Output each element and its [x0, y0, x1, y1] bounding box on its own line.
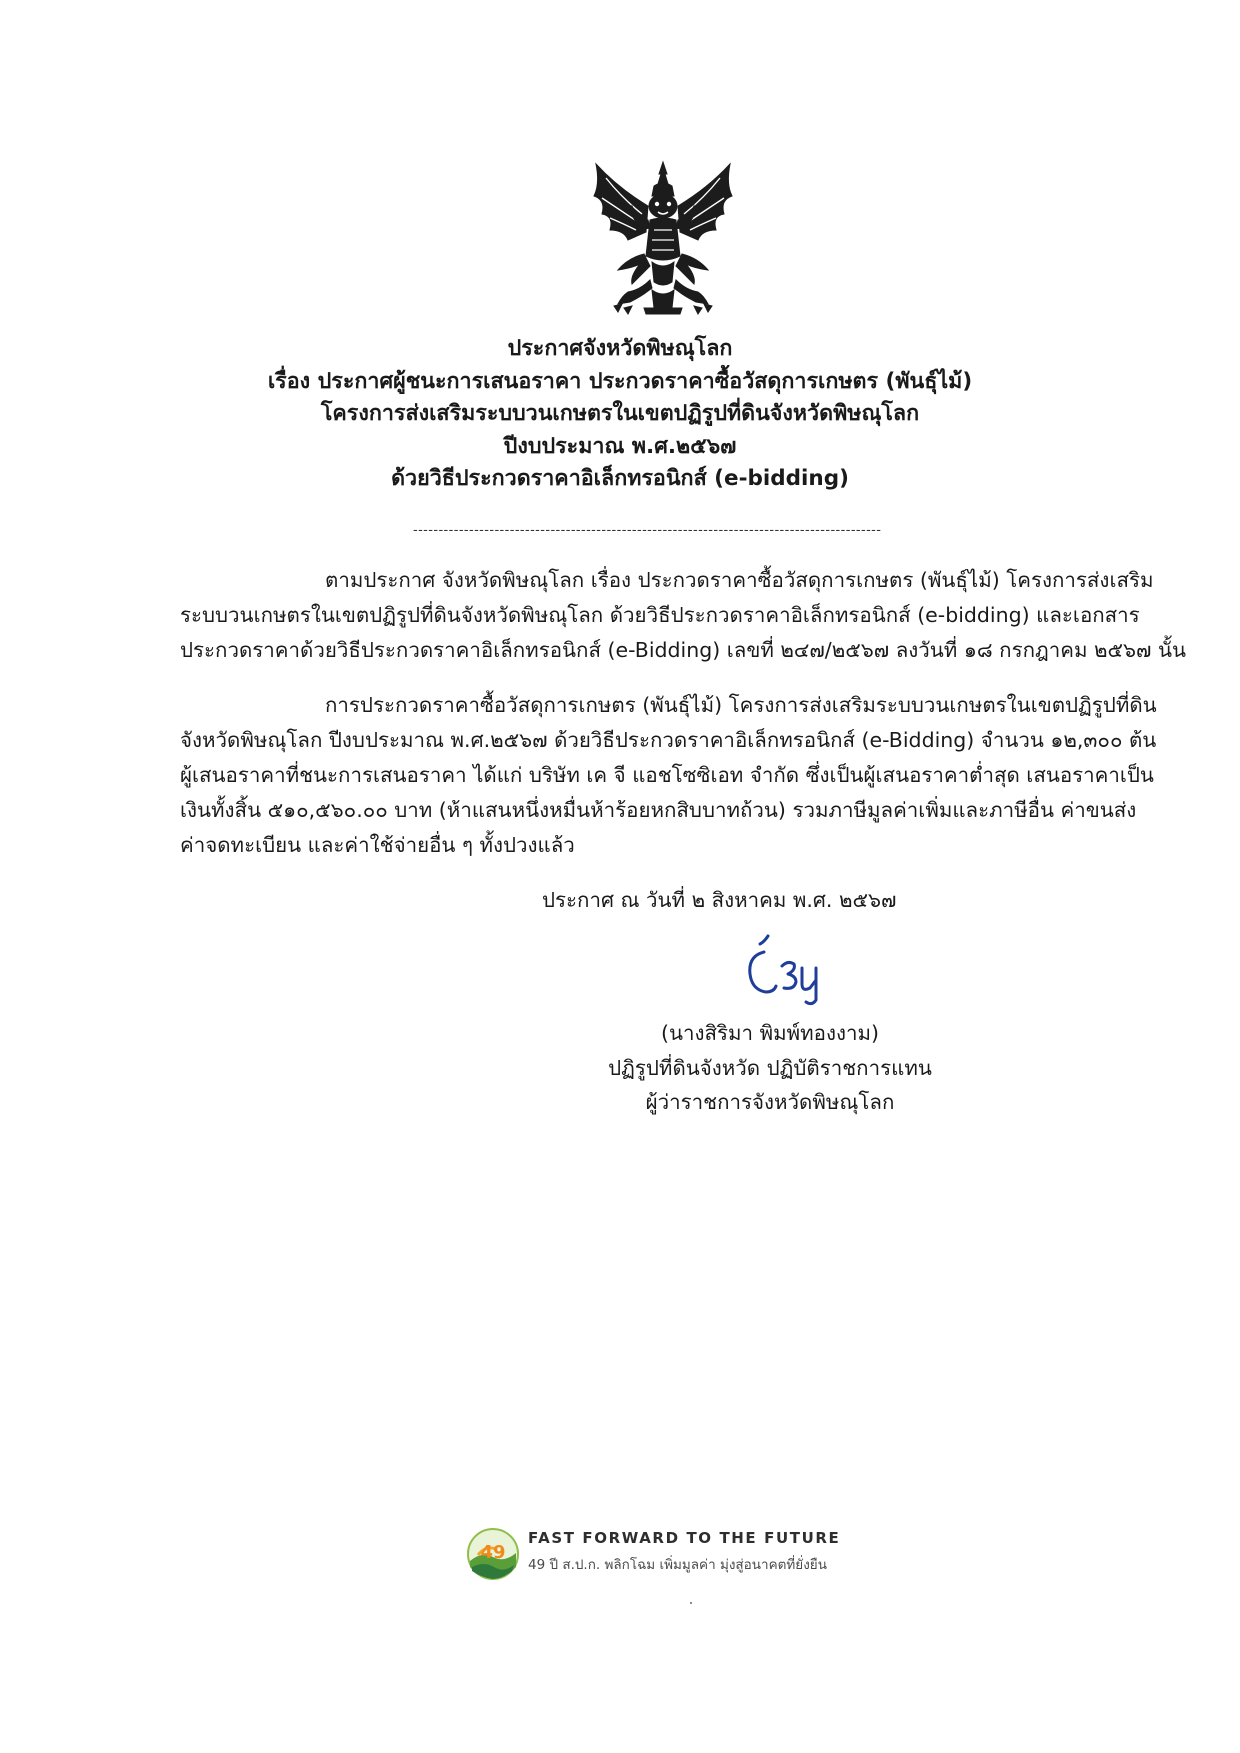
paragraph2-line1: การประกวดราคาซื้อวัสดุการเกษตร (พันธุ์ไม้) โครงการส่งเสริมระบบวนเกษตรในเขตปฏิรูปที่ดิน: [325, 693, 1157, 717]
paragraph1-line2: ระบบวนเกษตรในเขตปฏิรูปที่ดินจังหวัดพิษณุโลก ด้วยวิธีประกวดราคาอิเล็กทรอนิกส์ (e-bidding) และเอกสาร: [180, 603, 1140, 627]
signer-name: (นางสิริมา พิมพ์ทองงาม): [660, 1021, 879, 1045]
header-divider: --------------------------------------------------------------------------------------------: [413, 523, 882, 538]
announce-date: ประกาศ ณ วันที่ ๒ สิงหาคม พ.ศ. ๒๕๖๗: [542, 888, 897, 912]
paragraph2-line2: จังหวัดพิษณุโลก ปีงบประมาณ พ.ศ.๒๕๖๗ ด้วยวิธีประกวดราคาอิเล็กทรอนิกส์ (e-Bidding) จำนวน ๑๒,๓๐๐ ต้น: [180, 728, 1157, 752]
handwritten-signature-icon: [730, 930, 840, 1010]
svg-text:49: 49: [480, 1542, 506, 1563]
alro-49-anniversary-logo-icon: [466, 1527, 520, 1581]
header-fiscal-year: ปีงบประมาณ พ.ศ.๒๕๖๗: [503, 433, 737, 459]
footer-subtitle: 49 ปี ส.ป.ก. พลิกโฉม เพิ่มมูลค่า มุ่งสู่อนาคตที่ยั่งยืน: [528, 1557, 827, 1573]
header-method: ด้วยวิธีประกวดราคาอิเล็กทรอนิกส์ (e-bidding): [391, 466, 849, 491]
paragraph1-line1: ตามประกาศ จังหวัดพิษณุโลก เรื่อง ประกวดราคาซื้อวัสดุการเกษตร (พันธุ์ไม้) โครงการส่งเสริม: [325, 568, 1154, 592]
paragraph2-line3: ผู้เสนอราคาที่ชนะการเสนอราคา ได้แก่ บริษัท เค จี แอชโซซิเอท จำกัด ซึ่งเป็นผู้เสนอราคาต่ำสุด เสนอราคาเป็น: [180, 763, 1154, 787]
announcement-header: [140, 333, 1100, 496]
signature-block: [560, 1016, 980, 1120]
garuda-emblem-icon: [588, 158, 738, 316]
stray-mark: [690, 1602, 692, 1604]
paragraph1-line3: ประกวดราคาด้วยวิธีประกวดราคาอิเล็กทรอนิกส์ (e-Bidding) เลขที่ ๒๔๗/๒๕๖๗ ลงวันที่ ๑๘ กรกฎาคม ๒๕๖๗ นั้น: [180, 638, 1187, 662]
paragraph2-line4: เงินทั้งสิ้น ๕๑๐,๕๖๐.๐๐ บาท (ห้าแสนหนึ่งหมื่นห้าร้อยหกสิบบาทถ้วน) รวมภาษีมูลค่าเพิ่มและภาษีอื่น ค่าขนส่ง: [180, 798, 1137, 822]
signer-position: ปฏิรูปที่ดินจังหวัด ปฏิบัติราชการแทน: [608, 1055, 932, 1080]
header-subject: เรื่อง ประกาศผู้ชนะการเสนอราคา ประกวดราคาซื้อวัสดุการเกษตร (พันธุ์ไม้): [267, 368, 973, 394]
header-project: โครงการส่งเสริมระบบวนเกษตรในเขตปฏิรูปที่ดินจังหวัดพิษณุโลก: [320, 401, 920, 426]
header-title: ประกาศจังหวัดพิษณุโลก: [507, 336, 733, 361]
footer-slogan: FAST FORWARD TO THE FUTURE: [528, 1529, 841, 1547]
signer-authority: ผู้ว่าราชการจังหวัดพิษณุโลก: [645, 1090, 895, 1114]
paragraph2-line5: ค่าจดทะเบียน และค่าใช้จ่ายอื่น ๆ ทั้งปวงแล้ว: [180, 833, 575, 857]
